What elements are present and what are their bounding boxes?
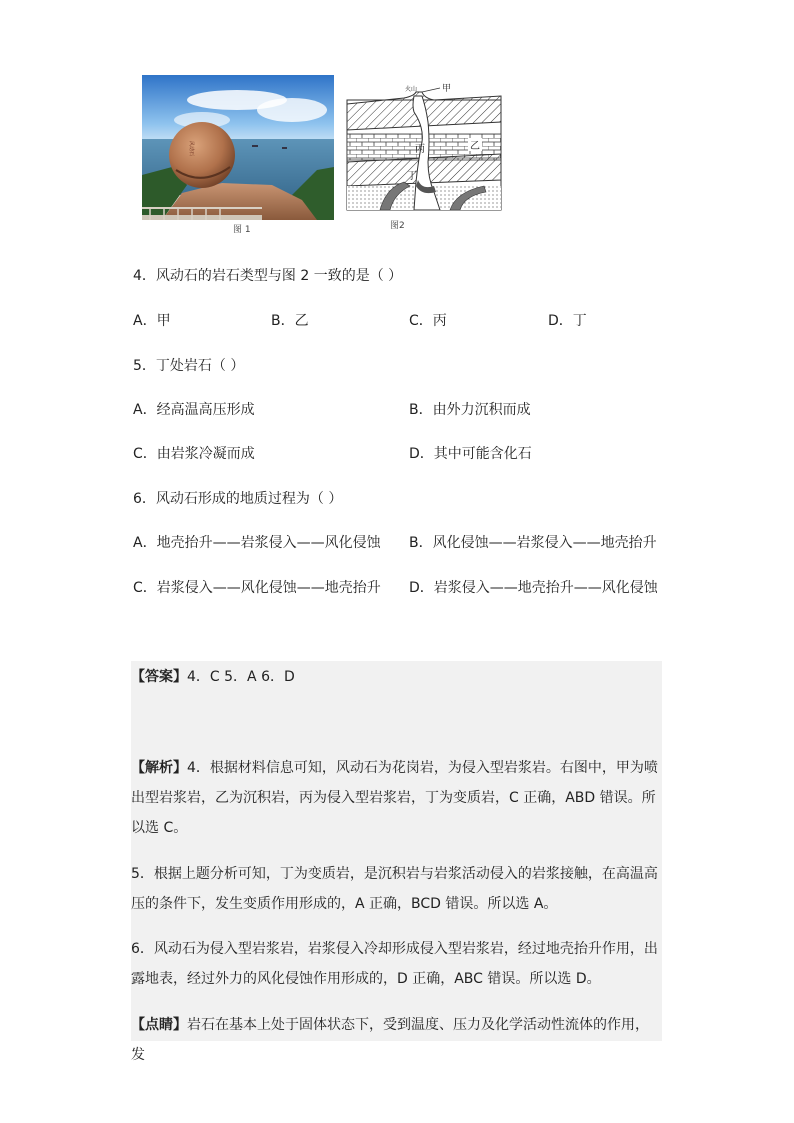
analysis-line-5: 压的条件下，发生变质作用形成的，A 正确，BCD 错误。所以选 A。 bbox=[131, 896, 558, 912]
analysis-line-2: 出型岩浆岩，乙为沉积岩，丙为侵入型岩浆岩，丁为变质岩，C 正确，ABD 错误。所 bbox=[131, 790, 656, 806]
question-4-option-a: A．甲 bbox=[133, 313, 171, 329]
analysis-line-3: 以选 C。 bbox=[131, 820, 188, 836]
analysis-label: 【解析】 bbox=[131, 760, 187, 776]
question-4-stem: 4．风动石的岩石类型与图 2 一致的是（ ） bbox=[133, 268, 403, 284]
question-4-option-b: B．乙 bbox=[271, 313, 309, 329]
question-6-stem: 6．风动石形成的地质过程为（ ） bbox=[133, 491, 343, 507]
analysis-line-4: 5．根据上题分析可知，丁为变质岩，是沉积岩与岩浆活动侵入的岩浆接触，在高温高 bbox=[131, 866, 658, 882]
question-5-option-c: C．由岩浆冷凝而成 bbox=[133, 446, 255, 462]
label-bing: 丙 bbox=[415, 144, 425, 155]
answer-text: 4．C 5．A 6．D bbox=[187, 669, 295, 685]
question-5-stem: 5．丁处岩石（ ） bbox=[133, 358, 245, 374]
label-jia: 甲 bbox=[442, 84, 452, 94]
label-volcano: 火山 bbox=[405, 86, 418, 93]
label-ding: 丁 bbox=[407, 171, 417, 182]
tip-line bbox=[131, 1010, 662, 1070]
balancing-rock-photo bbox=[142, 75, 334, 220]
figure-1-caption: 图 1 bbox=[233, 225, 251, 235]
question-5-option-d: D．其中可能含化石 bbox=[409, 446, 532, 462]
question-6-option-a: A．地壳抬升——岩浆侵入——风化侵蚀 bbox=[133, 535, 381, 551]
tip-text: 岩石在基本上处于固体状态下，受到温度、压力及化学活动性流体的作用，发 bbox=[131, 1017, 649, 1063]
question-5-option-b: B．由外力沉积而成 bbox=[409, 402, 531, 418]
question-5-option-a: A．经高温高压形成 bbox=[133, 402, 255, 418]
figure-2 bbox=[344, 82, 504, 214]
analysis-line-1: 【解析】4．根据材料信息可知，风动石为花岗岩，为侵入型岩浆岩。右图中，甲为喷 bbox=[131, 760, 658, 776]
answer-line bbox=[131, 662, 662, 692]
question-6-option-b: B．风化侵蚀——岩浆侵入——地壳抬升 bbox=[409, 535, 657, 551]
rock-inscription: 风动石 bbox=[188, 141, 194, 157]
figure-1 bbox=[142, 75, 334, 220]
question-4-option-c: C．丙 bbox=[409, 313, 447, 329]
tip-label: 【点睛】 bbox=[131, 1017, 187, 1033]
question-4-option-d: D．丁 bbox=[548, 313, 587, 329]
label-yi: 乙 bbox=[470, 141, 480, 152]
figure-2-caption: 图2 bbox=[390, 221, 405, 231]
analysis-line-7: 露地表，经过外力的风化侵蚀作用形成的，D 正确，ABC 错误。所以选 D。 bbox=[131, 971, 601, 987]
geologic-section-diagram bbox=[344, 82, 504, 214]
question-6-option-d: D．岩浆侵入——地壳抬升——风化侵蚀 bbox=[409, 580, 658, 596]
analysis-line-6: 6．风动石为侵入型岩浆岩，岩浆侵入冷却形成侵入型岩浆岩，经过地壳抬升作用，出 bbox=[131, 941, 658, 957]
question-6-option-c: C．岩浆侵入——风化侵蚀——地壳抬升 bbox=[133, 580, 381, 596]
answer-label: 【答案】 bbox=[131, 669, 187, 685]
